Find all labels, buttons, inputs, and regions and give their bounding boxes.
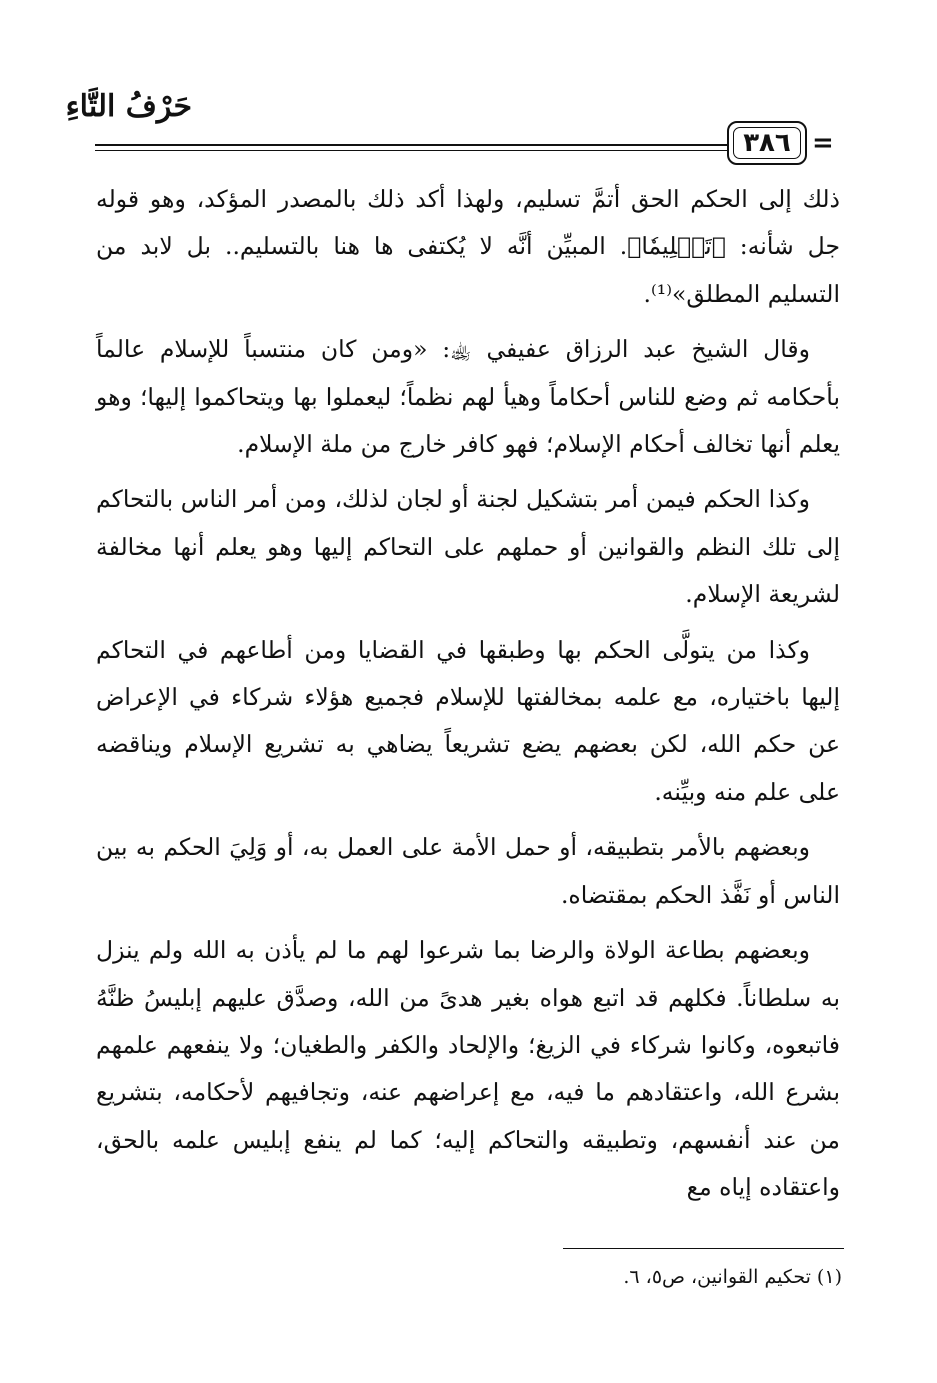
chapter-title: حَرْفُ التَّاءِ bbox=[65, 89, 192, 124]
paragraph-4: وكذا من يتولَّى الحكم بها وطبقها في القضايا ومن أطاعهم في التحاكم إليها باختياره، مع علمه بمخالفتها للإسلام فجميع هؤلاء شركاء في الإعراض عن حكم الله، لكن بعضهم يضع تشريعاً يضاهي به تشريع الإسلام ويناقضه على علم منه وبيِّنه. bbox=[96, 635, 840, 806]
footnote: (١) تحكيم القوانين، ص٥، ٦. bbox=[623, 1266, 842, 1288]
paragraph-2: وقال الشيخ عبد الرزاق عفيفي ﵀: «ومن كان منتسباً للإسلام عالماً بأحكامه ثم وضع للناس أحكاماً وهيأ لهم نظماً؛ ليعملوا بها ويتحاكموا إليها؛ وهو يعلم أنها تخالف أحكام الإسلام؛ فهو كافر خارج من ملة الإسلام. bbox=[96, 335, 840, 459]
paragraph-3: وكذا الحكم فيمن أمر بتشكيل لجنة أو لجان لذلك، ومن أمر الناس بالتحاكم إلى تلك النظم والقوانين أو حملهم على التحاكم إليها وهو يعلم أنها مخالفة لشريعة الإسلام. bbox=[96, 485, 840, 609]
page-number: ٣٨٦ bbox=[743, 128, 791, 158]
paragraph-1: ذلك إلى الحكم الحق أتمَّ تسليم، ولهذا أكد ذلك بالمصدر المؤكد، وهو قوله جل شأنه: ﴿تَسۡلِيمٗا﴾. المبيِّن أنَّه لا يُكتفى ها هنا بالتسليم.. بل لابد من التسليم المطلق»⁽¹⁾. bbox=[96, 185, 840, 308]
header-rule-top bbox=[95, 144, 727, 146]
page-number-frame bbox=[727, 121, 807, 165]
header-edge-mark: = bbox=[812, 128, 834, 158]
footnote-separator bbox=[563, 1248, 844, 1249]
paragraph-5: وبعضهم بالأمر بتطبيقه، أو حمل الأمة على العمل به، أو وَلِيَ الحكم به بين الناس أو نَفَّذ الحكم بمقتضاه. bbox=[96, 833, 840, 909]
header-rule-bottom bbox=[95, 150, 727, 151]
main-text bbox=[96, 176, 840, 1212]
paragraph-6: وبعضهم بطاعة الولاة والرضا بما شرعوا لهم ما لم يأذن به الله ولم ينزل به سلطاناً. فكلهم قد اتبع هواه بغير هدىً من الله، وصدَّق عليهم إبليسُ ظنَّهُ فاتبعوه، وكانوا شركاء في الزيغ؛ والإلحاد والكفر والطغيان؛ ولا ينفعهم علمهم بشرع الله، واعتقادهم ما فيه، مع إعراضهم عنه، وتجافيهم لأحكامه، بتشريع من عند أنفسهم، وتطبيقه والتحاكم إليه؛ كما لم ينفع إبليس علمه بالحق، واعتقاده إياه مع bbox=[96, 936, 840, 1202]
